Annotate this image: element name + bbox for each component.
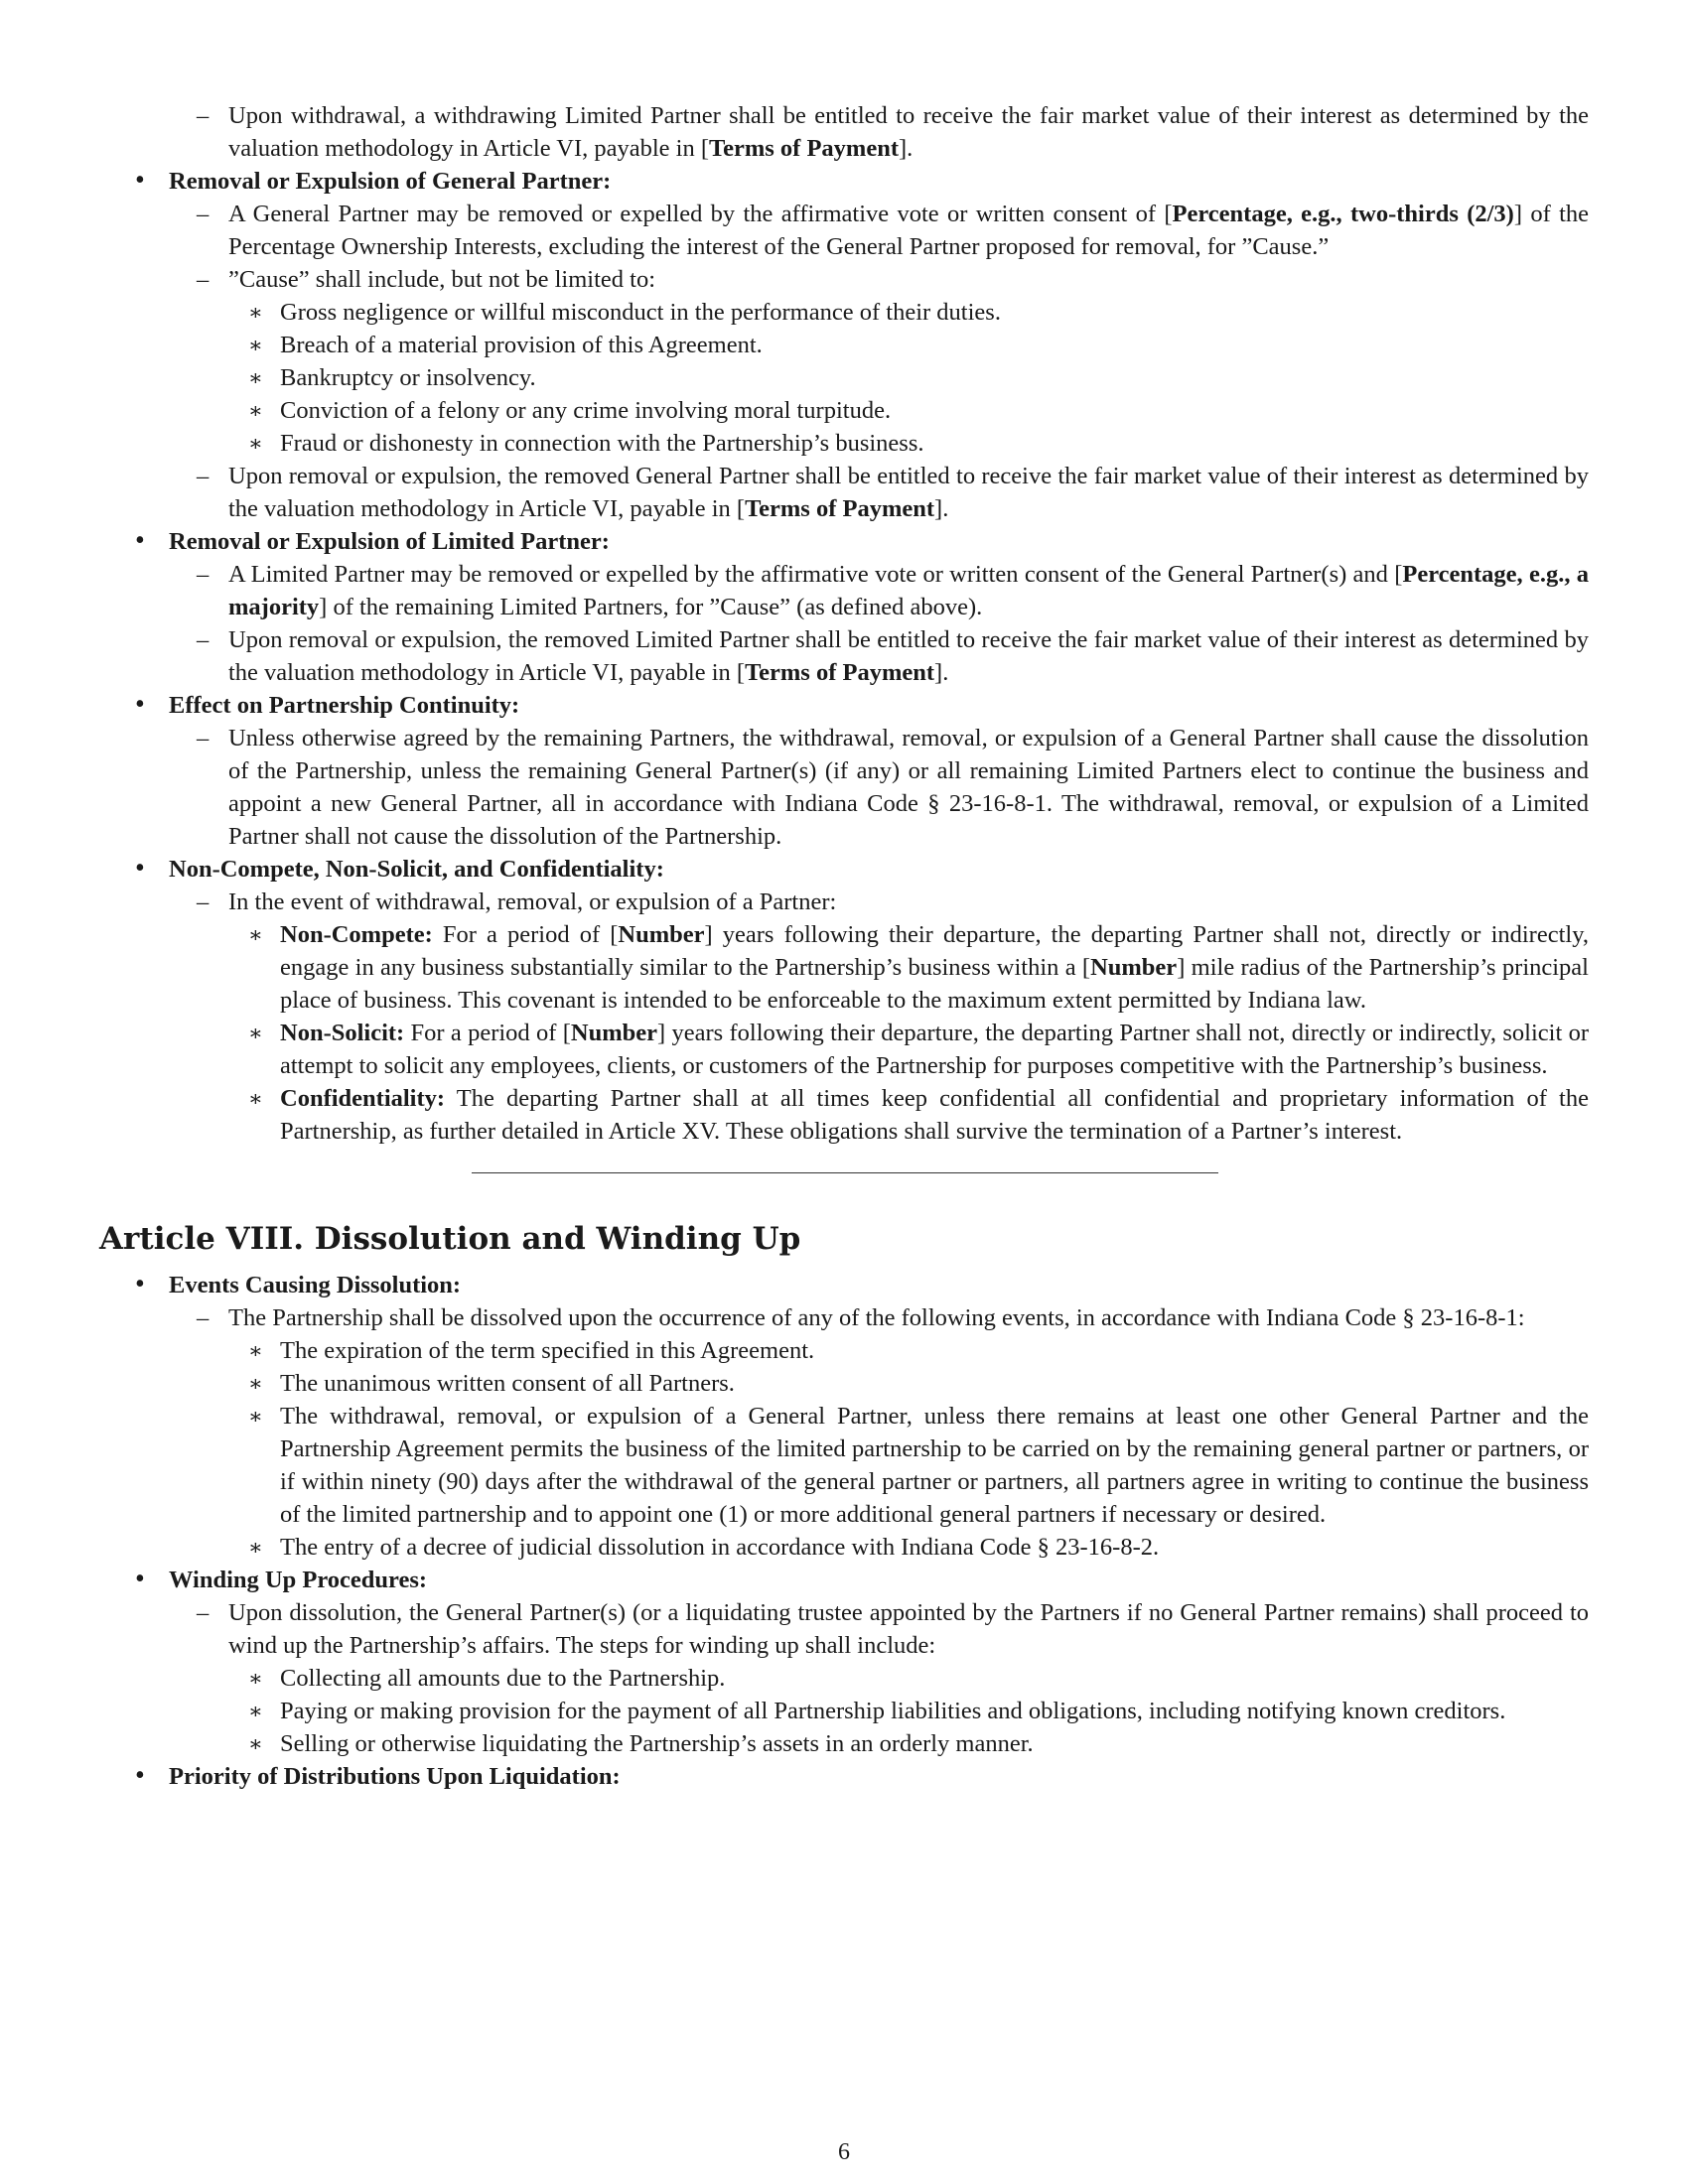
page-number: 6 <box>838 2139 850 2165</box>
text-segment: ] years following their departure, the departing Partner shall not, directly or indirectly, engage in any business substantially similar to the Partnership’s business within a [ <box>280 921 1589 981</box>
text-segment: The Partnership shall be dissolved upon the occurrence of any of the following events, in accordance with Indiana Code § 23-16-8-1: <box>228 1304 1525 1331</box>
asterisk-item <box>99 1727 1589 1760</box>
list-marker: – <box>197 725 210 751</box>
asterisk-item <box>99 296 1589 329</box>
dash-item <box>99 623 1589 689</box>
dash-item <box>99 460 1589 525</box>
list-marker: ∗ <box>248 1086 263 1111</box>
text-segment: Selling or otherwise liquidating the Partnership’s assets in an orderly manner. <box>280 1730 1034 1757</box>
article8-list <box>99 1269 1589 1793</box>
list-marker: • <box>135 525 145 556</box>
asterisk-item <box>99 394 1589 427</box>
text-segment: For a period of [ <box>432 921 619 948</box>
list-marker: ∗ <box>248 300 263 325</box>
list-marker: ∗ <box>248 1535 263 1560</box>
text-segment: Breach of a material provision of this Agreement. <box>280 332 763 358</box>
list-marker: ∗ <box>248 333 263 357</box>
bold-text: Terms of Payment <box>745 495 935 522</box>
text-segment: ]. <box>934 659 949 686</box>
asterisk-item <box>99 427 1589 460</box>
bold-text: Number <box>570 1020 657 1046</box>
bullet-item <box>99 1564 1589 1596</box>
text-segment: The withdrawal, removal, or expulsion of a General Partner, unless there remains at least one other General Partner and the Partnership Agreement permits the business of the limited partnership to be carried on by the remaining general partner or partners, or if within ninety (90) days after the withdrawal of the general partner or partners, all partners agree in writing to continue the business of the limited partnership and to appoint one (1) or more additional general partners if necessary or desired. <box>280 1403 1589 1528</box>
bold-text: Percentage, e.g., two-thirds (2/3) <box>1172 201 1514 227</box>
list-marker: ∗ <box>248 1371 263 1396</box>
text-segment: ] of the Percentage Ownership Interests, excluding the interest of the General Partner proposed for removal, for ”Cause.” <box>228 201 1590 260</box>
list-marker: – <box>197 201 210 227</box>
bold-text: Terms of Payment <box>709 135 899 162</box>
text-segment: Gross negligence or willful misconduct in the performance of their duties. <box>280 299 1001 326</box>
list-marker: – <box>197 266 210 293</box>
bold-text: Winding Up Procedures: <box>169 1567 428 1593</box>
text-segment: Upon removal or expulsion, the removed General Partner shall be entitled to receive the fair market value of their interest as determined by the valuation methodology in Article VI, payable in [ <box>228 463 1589 522</box>
list-marker: ∗ <box>248 1731 263 1756</box>
asterisk-item <box>99 329 1589 361</box>
text-segment: Fraud or dishonesty in connection with the Partnership’s business. <box>280 430 924 457</box>
bullet-item <box>99 689 1589 722</box>
text-segment: ] of the remaining Limited Partners, for ”Cause” (as defined above). <box>319 594 983 620</box>
list-marker: • <box>135 689 145 720</box>
text-segment: Upon removal or expulsion, the removed Limited Partner shall be entitled to receive the fair market value of their interest as determined by the valuation methodology in Article VI, payable in [ <box>228 626 1589 686</box>
list-marker: – <box>197 888 210 915</box>
section-divider <box>472 1172 1218 1173</box>
list-marker: – <box>197 1304 210 1331</box>
text-segment: Collecting all amounts due to the Partnership. <box>280 1665 726 1692</box>
text-segment: The departing Partner shall at all times keep confidential all confidential and proprietary information of the Partnership, as further detailed in Article XV. These obligations shall survive the termination of a Partner’s interest. <box>280 1085 1589 1145</box>
list-marker: ∗ <box>248 1404 263 1429</box>
list-marker: ∗ <box>248 1666 263 1691</box>
dash-item <box>99 886 1589 918</box>
asterisk-item <box>99 1082 1589 1148</box>
asterisk-item <box>99 361 1589 394</box>
asterisk-item <box>99 1531 1589 1564</box>
asterisk-item <box>99 918 1589 1017</box>
text-segment: ] years following their departure, the departing Partner shall not, directly or indirectly, solicit or attempt to solicit any employees, clients, or customers of the Partnership for purposes competitive with the Partnership’s business. <box>280 1020 1589 1079</box>
list-marker: – <box>197 463 210 489</box>
list-marker: • <box>135 853 145 884</box>
dash-item <box>99 263 1589 296</box>
text-segment: The unanimous written consent of all Partners. <box>280 1370 735 1397</box>
bullet-item <box>99 165 1589 198</box>
dash-item <box>99 99 1589 165</box>
bold-text: Non-Compete, Non-Solicit, and Confidentiality: <box>169 856 664 883</box>
asterisk-item <box>99 1400 1589 1531</box>
list-marker: – <box>197 561 210 588</box>
bold-text: Non-Solicit: <box>280 1020 405 1046</box>
list-marker: – <box>197 102 210 129</box>
bold-text: Terms of Payment <box>745 659 935 686</box>
list-marker: ∗ <box>248 922 263 947</box>
text-segment: The expiration of the term specified in this Agreement. <box>280 1337 815 1364</box>
text-segment: Paying or making provision for the payment of all Partnership liabilities and obligations, including notifying known creditors. <box>280 1698 1506 1724</box>
bullet-item <box>99 525 1589 558</box>
article7-continuation-list <box>99 99 1589 1148</box>
document-body <box>99 99 1589 1793</box>
bold-text: Removal or Expulsion of Limited Partner: <box>169 528 610 555</box>
bold-text: Non-Compete: <box>280 921 433 948</box>
text-segment: Unless otherwise agreed by the remaining Partners, the withdrawal, removal, or expulsion of a General Partner shall cause the dissolution of the Partnership, unless the remaining General Partner(s) (if any) or all remaining Limited Partners elect to continue the business and appoint a new General Partner, all in accordance with Indiana Code § 23-16-8-1. The withdrawal, removal, or expulsion of a Limited Partner shall not cause the dissolution of the Partnership. <box>228 725 1589 850</box>
list-marker: – <box>197 626 210 653</box>
text-segment: Upon dissolution, the General Partner(s) (or a liquidating trustee appointed by the Partners if no General Partner remains) shall proceed to wind up the Partnership’s affairs. The steps for winding up shall include: <box>228 1599 1589 1659</box>
list-marker: ∗ <box>248 1021 263 1045</box>
list-marker: ∗ <box>248 431 263 456</box>
text-segment: In the event of withdrawal, removal, or expulsion of a Partner: <box>228 888 837 915</box>
dash-item <box>99 1301 1589 1334</box>
text-segment: ] mile radius of the Partnership’s principal place of business. This covenant is intended to be enforceable to the maximum extent permitted by Indiana law. <box>280 954 1589 1014</box>
text-segment: Bankruptcy or insolvency. <box>280 364 536 391</box>
bullet-item <box>99 853 1589 886</box>
list-marker: • <box>135 1269 145 1299</box>
text-segment: A Limited Partner may be removed or expelled by the affirmative vote or written consent of the General Partner(s) and [ <box>228 561 1403 588</box>
list-marker: ∗ <box>248 398 263 423</box>
dash-item <box>99 722 1589 853</box>
bold-text: Effect on Partnership Continuity: <box>169 692 520 719</box>
asterisk-item <box>99 1367 1589 1400</box>
text-segment: ]. <box>898 135 914 162</box>
bold-text: Confidentiality: <box>280 1085 446 1112</box>
text-segment: Conviction of a felony or any crime involving moral turpitude. <box>280 397 892 424</box>
bold-text: Number <box>1090 954 1178 981</box>
bold-text: Events Causing Dissolution: <box>169 1272 462 1298</box>
bullet-item <box>99 1269 1589 1301</box>
bold-text: Removal or Expulsion of General Partner: <box>169 168 612 195</box>
text-segment: ”Cause” shall include, but not be limited to: <box>228 266 656 293</box>
asterisk-item <box>99 1662 1589 1695</box>
dash-item <box>99 1596 1589 1662</box>
asterisk-item <box>99 1334 1589 1367</box>
dash-item <box>99 198 1589 263</box>
list-marker: • <box>135 1760 145 1791</box>
asterisk-item <box>99 1695 1589 1727</box>
dash-item <box>99 558 1589 623</box>
list-marker: ∗ <box>248 365 263 390</box>
text-segment: A General Partner may be removed or expelled by the affirmative vote or written consent of [ <box>228 201 1173 227</box>
list-marker: • <box>135 165 145 196</box>
list-marker: – <box>197 1599 210 1626</box>
text-segment: ]. <box>934 495 949 522</box>
list-marker: ∗ <box>248 1338 263 1363</box>
asterisk-item <box>99 1017 1589 1082</box>
bold-text: Number <box>618 921 705 948</box>
list-marker: ∗ <box>248 1699 263 1723</box>
list-marker: • <box>135 1564 145 1594</box>
text-segment: The entry of a decree of judicial dissolution in accordance with Indiana Code § 23-16-8-2. <box>280 1534 1160 1561</box>
text-segment: Upon withdrawal, a withdrawing Limited Partner shall be entitled to receive the fair market value of their interest as determined by the valuation methodology in Article VI, payable in [ <box>228 102 1589 162</box>
bold-text: Priority of Distributions Upon Liquidation: <box>169 1763 621 1790</box>
bullet-item <box>99 1760 1589 1793</box>
bold-text: Percentage, e.g., a majority <box>228 561 1589 620</box>
article-heading: Article VIII. Dissolution and Winding Up <box>99 1221 801 1257</box>
text-segment: For a period of [ <box>404 1020 571 1046</box>
